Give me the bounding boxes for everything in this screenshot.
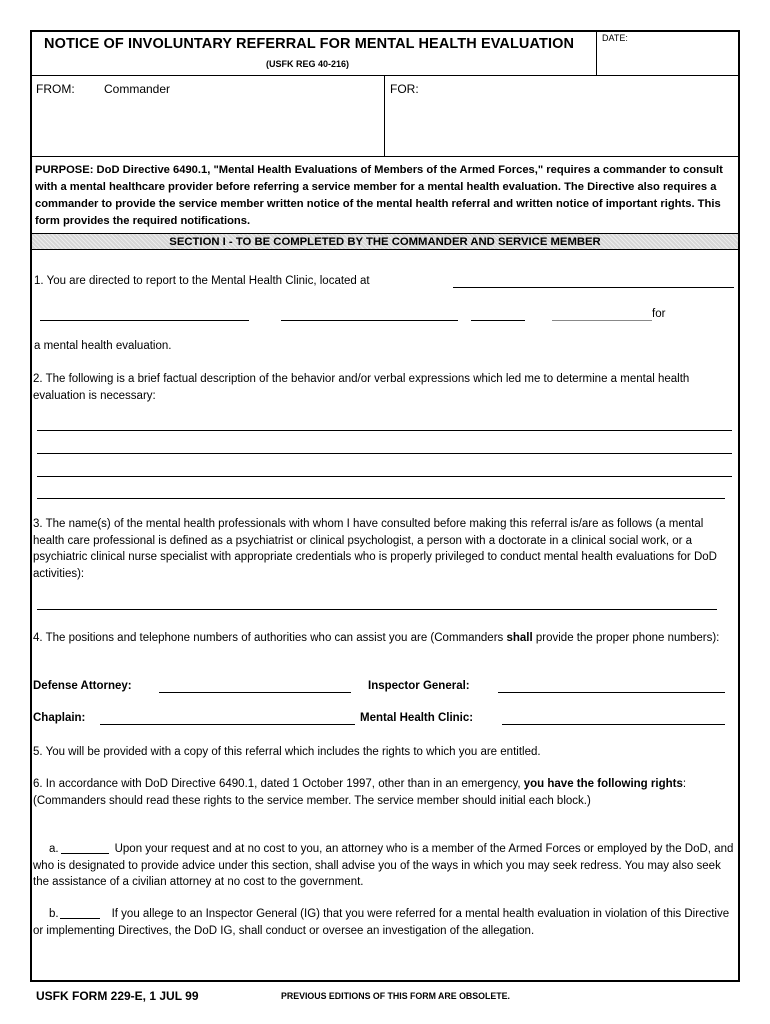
mental-health-clinic-label: Mental Health Clinic:	[360, 712, 474, 724]
from-label: FROM:	[36, 82, 75, 96]
for-field[interactable]	[388, 98, 736, 152]
item-1-blank-1[interactable]	[40, 320, 249, 321]
right-b-initial-blank[interactable]	[60, 909, 100, 919]
right-a-text: a. Upon your request and at no cost to you, an attorney who is a member of the Armed Forces or employed by the DoD, and who is designated to provide advice under this section, shall advise you of the ways in which you may seek redress. You may also seek the assistance of a civilian attorney at no cost to the government.	[33, 843, 734, 888]
inspector-general-field[interactable]	[498, 692, 725, 693]
defense-attorney-label: Defense Attorney:	[33, 680, 132, 692]
item-1-for: for	[652, 308, 666, 320]
form-id: USFK FORM 229-E, 1 JUL 99	[36, 989, 199, 1003]
from-rule	[30, 156, 740, 157]
chaplain-field[interactable]	[100, 724, 355, 725]
obsolete-notice: PREVIOUS EDITIONS OF THIS FORM ARE OBSOLETE.	[281, 991, 510, 1001]
purpose-text: PURPOSE: DoD Directive 6490.1, "Mental Health Evaluations of Members of the Armed Forces," requires a commander to consult with a mental healthcare provider before referring a service member for a mental health evaluation. The Directive also requires a commander to provide the service member written notice of the mental health referral and written notice of important rights. This form provides the required notifications.	[35, 164, 723, 227]
date-label: DATE:	[602, 33, 628, 43]
item-4-text: 4. The positions and telephone numbers of authorities who can assist you are (Commanders shall provide the proper phone numbers):	[33, 632, 720, 644]
right-a-initial-blank[interactable]	[61, 844, 109, 854]
for-label: FOR:	[390, 82, 419, 96]
item-1-blank-3[interactable]	[471, 320, 525, 321]
description-line-1[interactable]	[37, 430, 732, 431]
description-line-4[interactable]	[37, 498, 725, 499]
form-title: NOTICE OF INVOLUNTARY REFERRAL FOR MENTAL HEALTH EVALUATION	[44, 36, 575, 52]
date-field[interactable]	[598, 46, 738, 74]
description-line-2[interactable]	[37, 453, 732, 454]
from-value: Commander	[104, 82, 171, 96]
description-line-3[interactable]	[37, 476, 732, 477]
header-rule	[30, 75, 740, 76]
item-1-blank-4[interactable]	[552, 320, 652, 321]
right-b-text: b. If you allege to an Inspector General (IG) that you were referred for a mental health evaluation in violation of this Directive or implementing Directives, the DoD IG, shall conduct or oversee an investigation of the allegation.	[33, 908, 730, 937]
inspector-general-label: Inspector General:	[368, 680, 470, 692]
professionals-field[interactable]	[37, 609, 717, 610]
item-1-text: 1. You are directed to report to the Mental Health Clinic, located at	[34, 275, 370, 287]
item-5-text: 5. You will be provided with a copy of this referral which includes the rights to which you are entitled.	[33, 746, 541, 758]
defense-attorney-field[interactable]	[159, 692, 351, 693]
mental-health-clinic-field[interactable]	[502, 724, 725, 725]
date-divider	[596, 30, 597, 75]
item-1-blank-2[interactable]	[281, 320, 458, 321]
regulation-reference: (USFK REG 40-216)	[266, 59, 350, 69]
item-3-text: 3. The name(s) of the mental health professionals with whom I have consulted before making this referral is/are as follows (a mental health care professional is defined as a psychiatrist or clinical psychologist, a person with a doctorate in a clinical social work, or a psychiatric clinical nurse specialist with appropriate credentials who is properly privileged to conduct mental health evaluations for DoD activities):	[33, 518, 717, 580]
section-1-header: SECTION I - TO BE COMPLETED BY THE COMMANDER AND SERVICE MEMBER	[32, 233, 738, 250]
chaplain-label: Chaplain:	[33, 712, 86, 724]
item-6-text: 6. In accordance with DoD Directive 6490.1, dated 1 October 1997, other than in an emergency, you have the following rights: (Commanders should read these rights to the service member. The service member should initial each block.)	[33, 778, 687, 807]
item-1-continuation: a mental health evaluation.	[34, 340, 172, 352]
item-2-text: 2. The following is a brief factual description of the behavior and/or verbal expressions which led me to determine a mental health evaluation is necessary:	[33, 373, 690, 402]
from-for-divider	[384, 75, 385, 156]
clinic-location-field[interactable]	[453, 287, 734, 288]
